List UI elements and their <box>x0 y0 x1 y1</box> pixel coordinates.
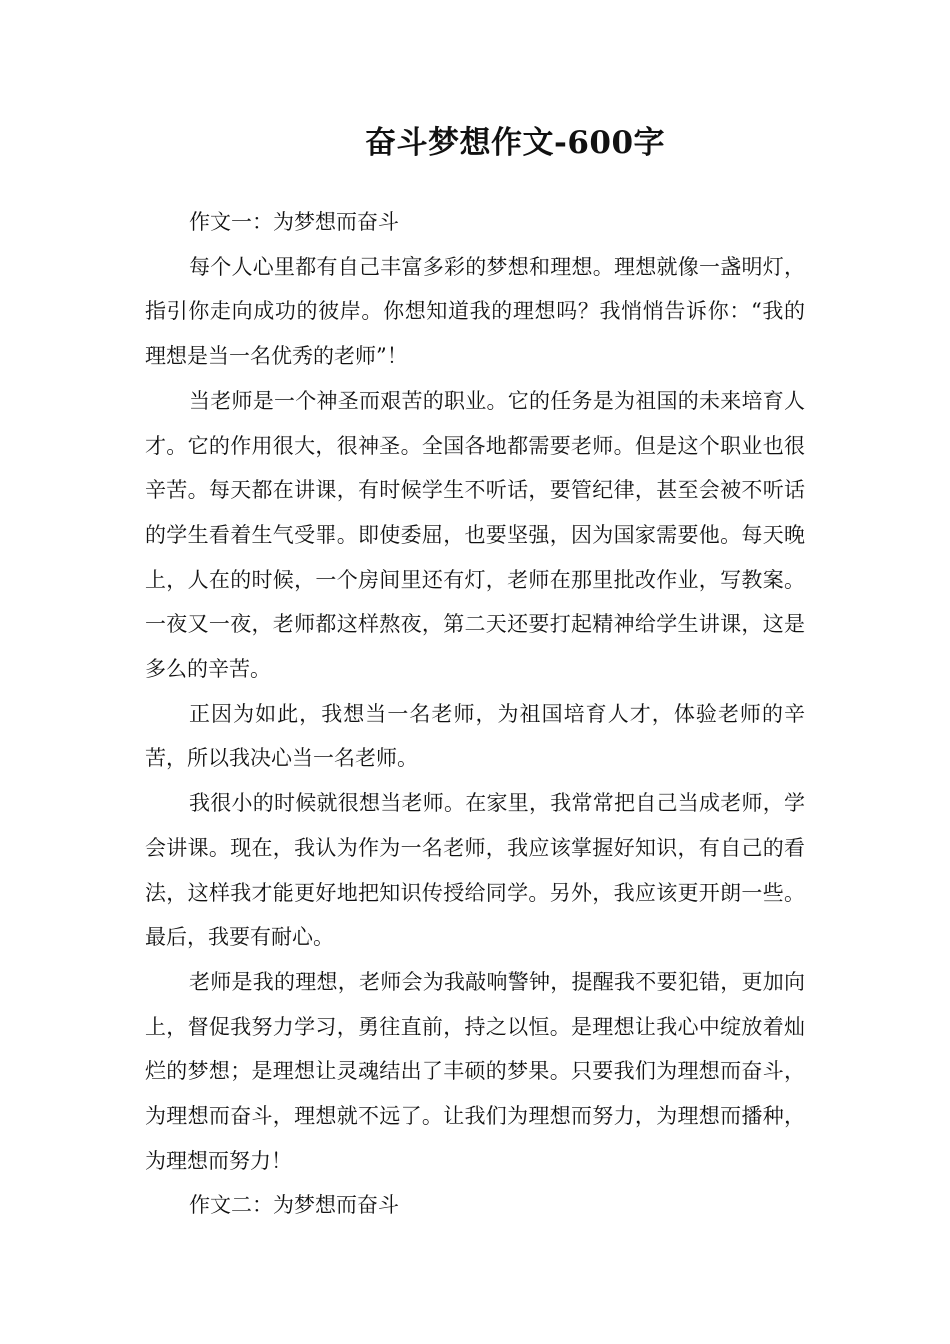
paragraph: 我很小的时候就很想当老师。在家里，我常常把自己当成老师，学会讲课。现在，我认为作为一名老师，我应该掌握好知识，有自己的看法，这样我才能更好地把知识传授给同学。另外，我应该更开朗一些。最后，我要有耐心。 <box>145 791 805 950</box>
paragraph: 每个人心里都有自己丰富多彩的梦想和理想。理想就像一盏明灯，指引你走向成功的彼岸。你想知道我的理想吗？我悄悄告诉你：“我的理想是当一名优秀的老师”！ <box>145 254 805 369</box>
section-heading-essay-one: 作文一：为梦想而奋斗 <box>189 210 399 234</box>
document-title: 奋斗梦想作文-600字 <box>364 125 666 161</box>
paragraph: 老师是我的理想，老师会为我敲响警钟，提醒我不要犯错，更加向上，督促我努力学习，勇往直前，持之以恒。是理想让我心中绽放着灿烂的梦想；是理想让灵魂结出了丰硕的梦果。只要我们为理想而奋斗，为理想而奋斗，理想就不远了。让我们为理想而努力，为理想而播种，为理想而努力！ <box>145 969 805 1173</box>
paragraph: 正因为如此，我想当一名老师，为祖国培育人才，体验老师的辛苦，所以我决心当一名老师。 <box>145 701 805 771</box>
document-page <box>145 118 805 1228</box>
paragraph: 当老师是一个神圣而艰苦的职业。它的任务是为祖国的未来培育人才。它的作用很大，很神圣。全国各地都需要老师。但是这个职业也很辛苦。每天都在讲课，有时候学生不听话，要管纪律，甚至会被不听话的学生看着生气受罪。即使委屈，也要坚强，因为国家需要他。每天晚上，人在的时候，一个房间里还有灯，老师在那里批改作业，写教案。一夜又一夜，老师都这样熬夜，第二天还要打起精神给学生讲课，这是多么的辛苦。 <box>145 388 805 682</box>
section-heading-essay-two: 作文二：为梦想而奋斗 <box>189 1193 399 1218</box>
